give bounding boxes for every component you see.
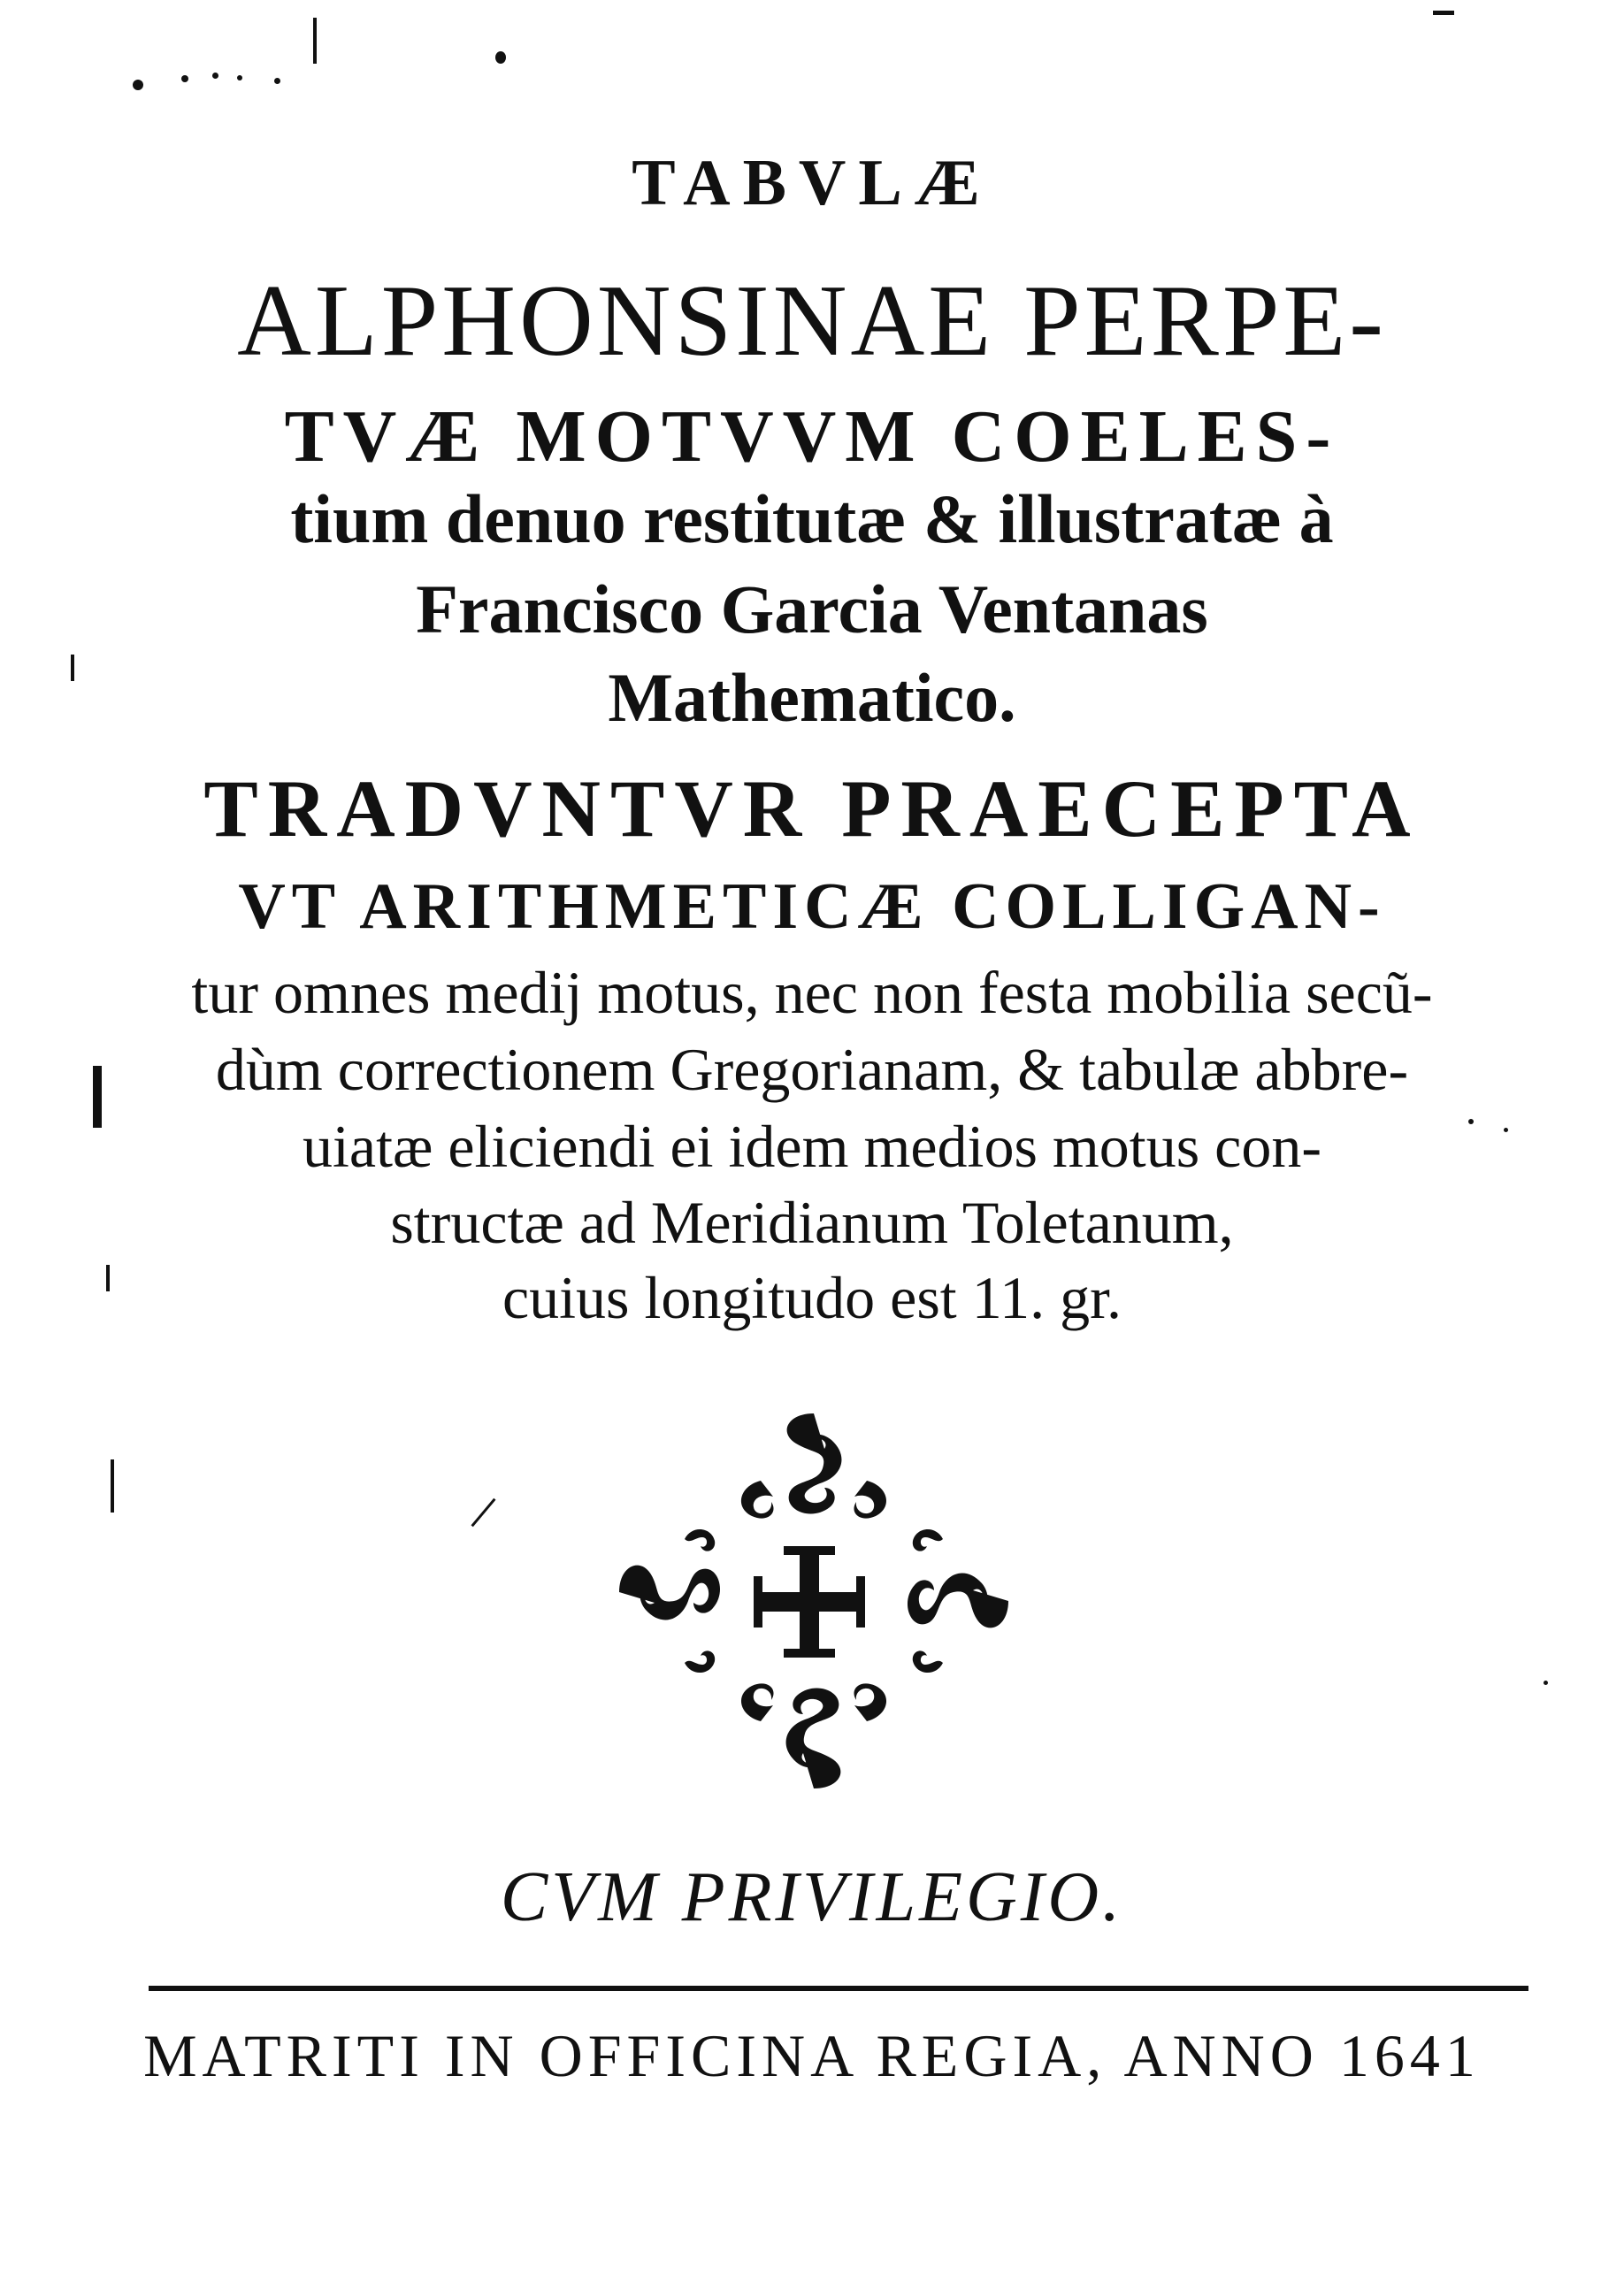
- subtitle-line-7: cuius longitudo est 11. gr.: [502, 1264, 1122, 1331]
- imprint-line: MATRITI IN OFFICINA REGIA, ANNO 1641: [143, 2022, 1481, 2089]
- subtitle-line-3: tur omnes medij motus, nec non festa mobilia secũ-: [191, 959, 1433, 1026]
- subtitle-line-1: TRADVNTVR PRAECEPTA: [203, 763, 1421, 854]
- scan-speck: [495, 51, 506, 64]
- scan-speck: [1544, 1681, 1548, 1685]
- scan-speck: [274, 78, 280, 84]
- scan-mark: [313, 18, 317, 64]
- author-title-line: Mathematico.: [608, 659, 1016, 736]
- subtitle-line-6: structæ ad Meridianum Toletanum,: [390, 1189, 1234, 1256]
- scan-mark: [111, 1459, 114, 1513]
- subtitle-line-5: uiatæ eliciendi ei idem medios motus con-: [303, 1113, 1321, 1180]
- scan-speck: [133, 80, 143, 90]
- title-line-3: TVÆ MOTVVM COELES-: [284, 395, 1340, 478]
- title-line-2: ALPHONSINAE PERPE-: [237, 264, 1387, 378]
- author-line: Francisco Garcia Ventanas: [416, 571, 1208, 647]
- scan-mark: [1433, 11, 1454, 15]
- subtitle-line-2: VT ARITHMETICÆ COLLIGAN-: [238, 870, 1386, 943]
- subtitle-line-4: dùm correctionem Gregorianam, & tabulæ abbre-: [215, 1036, 1409, 1103]
- scan-mark: [471, 1498, 495, 1528]
- scan-speck: [237, 75, 242, 80]
- title-line-4: tium denuo restitutæ & illustratæ à: [290, 480, 1334, 557]
- horizontal-rule: [149, 1986, 1528, 1991]
- scan-speck: [181, 75, 188, 82]
- title-line-1: TABVLÆ: [632, 147, 992, 219]
- fleuron-cross-icon: [610, 1406, 1017, 1796]
- scan-speck: [212, 73, 218, 79]
- privilege-line: CVM PRIVILEGIO.: [500, 1858, 1124, 1936]
